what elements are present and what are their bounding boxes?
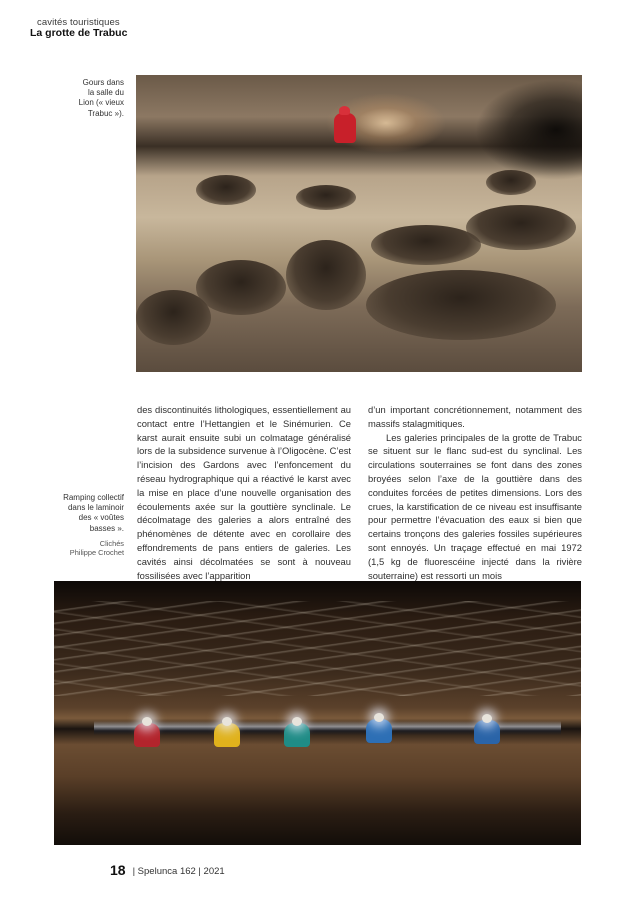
paragraph: d’un important concrétionnement, notamment des massifs stalagmitiques. (368, 404, 582, 429)
caption-line: dans le laminoir (67, 503, 124, 513)
rimstone-pool (286, 240, 366, 310)
photo2-caption (40, 493, 124, 558)
caption-line: Trabuc »). (87, 108, 124, 118)
ceiling-texture (54, 601, 581, 696)
article-title: La grotte de Trabuc (30, 27, 128, 39)
rimstone-pool (371, 225, 481, 265)
caver-blue (366, 719, 392, 743)
photo-gours-salle-du-lion (136, 75, 582, 372)
caption-line: des « voûtes (78, 513, 124, 523)
credit-author: Philippe Crochet (69, 548, 124, 558)
rimstone-pool (196, 175, 256, 205)
rimstone-pool (196, 260, 286, 315)
caption-line: basses ». (89, 523, 124, 533)
caption-line: la salle du (87, 88, 124, 98)
rimstone-pool (486, 170, 536, 195)
caver-blue-2 (474, 720, 500, 744)
rimstone-pool (136, 290, 211, 345)
rimstone-pool (466, 205, 576, 250)
page-footer (110, 862, 225, 878)
photo-credit (40, 539, 124, 558)
caption-line: Ramping collectif (63, 493, 124, 502)
rimstone-pool (296, 185, 356, 210)
credit-label: Clichés (99, 538, 124, 548)
section-kicker: cavités touristiques (37, 17, 120, 28)
paragraph: Les galeries principales de la grotte de Trabuc se situent sur le flanc sud-est du synclinal. Les circulations souterraines se font dans des zones broyées selon l’axe de la gouttière dans des conduites forcées de petites dimensions. Lors des crues, la karstification de ce niveau est insuffisante pour permettre l’évacuation des eaux si bien que certains tronçons des galeries fossiles supérieures sont ennoyés. Un traçage effectué en mai 1972 (1,5 kg de fluorescéine injecté dans la rivière souterraine) est ressorti un mois (368, 431, 582, 581)
body-column-2 (368, 403, 582, 582)
caver-red (134, 723, 160, 747)
photo-ramping-collectif (54, 581, 581, 845)
caver-red-suit (334, 113, 356, 143)
publication-info: | Spelunca 162 | 2021 (132, 866, 225, 877)
body-column-1 (137, 403, 351, 582)
photo1-caption (50, 78, 124, 119)
rimstone-pool (366, 270, 556, 340)
caver-yellow (214, 723, 240, 747)
paragraph: des discontinuités lithologiques, essentiellement au contact entre l’Hettangien et le Sinémurien. Ce karst aurait ensuite subi un colmatage généralisé lors de la subsidence survenue à l’Oligocène. C’est l’incision des Gardons avec l’enfoncement du réseau hydrographique qui a réactivé le karst avec la mise en place d’une nouvelle organisation des écoulements axée sur la gouttière synclinale. Le décolmatage des galeries a alors entraîné des phénomènes de détente avec en corollaire des effondrements de pans entiers de galeries. Les cavités ainsi décolmatées se sont à nouveau fossilisées avec l’apparition (137, 404, 351, 581)
caption-line: Gours dans (82, 78, 124, 87)
page-number: 18 (110, 862, 126, 878)
caption-line: Lion (« vieux (78, 98, 124, 108)
caver-teal (284, 723, 310, 747)
